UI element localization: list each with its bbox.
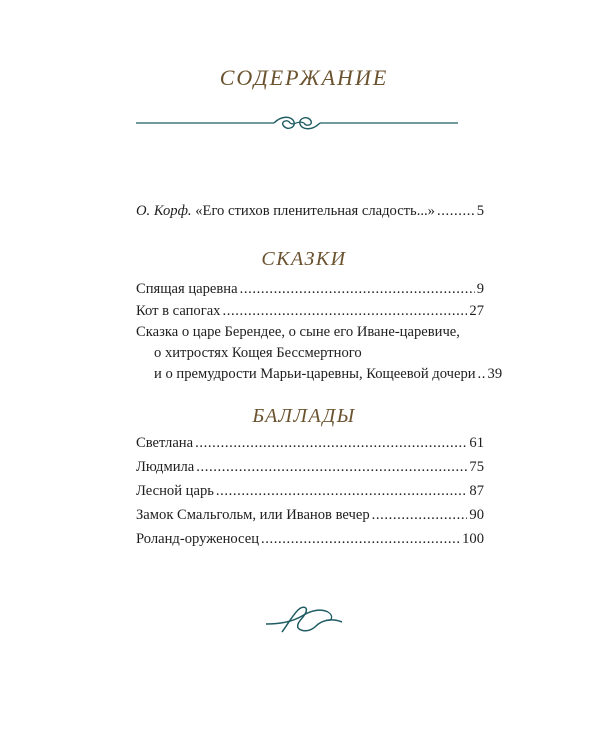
toc-entry[interactable] [136,505,484,526]
entry-title-line: о хитростях Кощея Бессмертного [154,345,362,361]
entry-title: Лесной царь [136,483,214,499]
toc-entry[interactable] [136,279,484,300]
dot-leader [372,505,468,526]
page-number: 9 [476,281,484,297]
page-number: 90 [469,507,484,523]
intro-author: О. Корф. [136,203,192,219]
entry-title: Роланд-оруженосец [136,531,259,547]
dot-leader [261,529,460,550]
section-title-ballady: БАЛЛАДЫ [252,405,356,427]
entry-title: Спящая царевна [136,281,238,297]
entry-title: Светлана [136,435,194,451]
toc-entry[interactable] [136,433,484,454]
page-number: 100 [462,531,484,547]
entry-title-line: и о премудрости Марьи-царевны, Кощеевой дочери [154,366,476,382]
entry-title: Кот в сапогах [136,303,221,319]
toc-entry-multiline[interactable] [136,322,503,385]
dot-leader [437,201,475,222]
page-number: 5 [476,203,484,219]
dot-leader [195,433,467,454]
scroll-divider-ornament-icon [136,112,458,136]
page-title: СОДЕРЖАНИЕ [219,65,389,90]
page-number: 61 [469,435,484,451]
entry-title: Людмила [136,459,195,475]
dot-leader [478,364,486,385]
page-number: 75 [469,459,484,475]
page-number: 39 [487,366,503,382]
toc-intro-entry[interactable] [136,201,484,222]
dot-leader [216,481,467,502]
flourish-ornament-icon [262,602,346,636]
toc-entry[interactable] [136,301,484,322]
toc-entry[interactable] [136,457,484,478]
entry-title: Замок Смальгольм, или Иванов вечер [136,507,370,523]
section-title-skazki: СКАЗКИ [261,248,347,270]
dot-leader [240,279,475,300]
intro-title: «Его стихов пленительная сладость...» [191,203,435,219]
entry-title-line: Сказка о царе Берендее, о сыне его Иване-царевиче, [136,324,460,340]
page-number: 27 [469,303,484,319]
page-number: 87 [469,483,484,499]
dot-leader [196,457,467,478]
dot-leader [222,301,467,322]
toc-entry[interactable] [136,529,484,550]
toc-entry[interactable] [136,481,484,502]
